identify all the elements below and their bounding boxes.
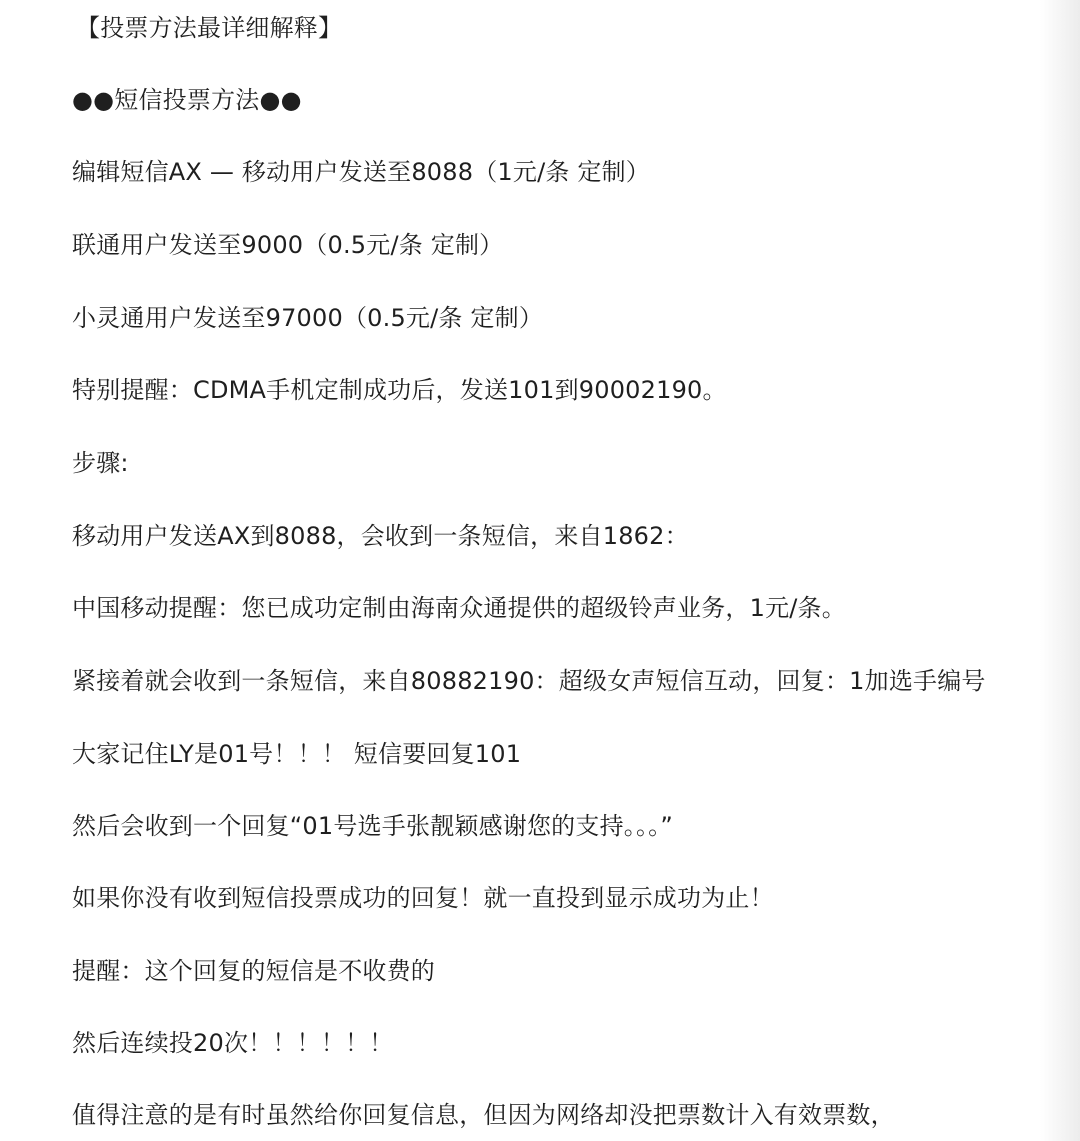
paragraph-mobile-users: 编辑短信AX — 移动用户发送至8088（1元/条 定制） — [72, 158, 650, 186]
page-edge-shadow — [1040, 0, 1080, 1141]
paragraph-phs-users: 小灵通用户发送至97000（0.5元/条 定制） — [72, 304, 544, 332]
section-title-sms-voting: ●●短信投票方法●● — [72, 86, 302, 114]
document-heading: 【投票方法最详细解释】 — [76, 14, 343, 42]
paragraph-free-reply: 提醒：这个回复的短信是不收费的 — [72, 957, 435, 985]
paragraph-second-sms: 紧接着就会收到一条短信，来自80882190：超级女声短信互动，回复：1加选手编号 — [72, 667, 986, 695]
paragraph-reply-received: 然后会收到一个回复“01号选手张靓颖感谢您的支持。。。” — [72, 812, 674, 840]
paragraph-remember-number: 大家记住LY是01号！！！ 短信要回复101 — [72, 740, 522, 768]
paragraph-china-mobile-notice: 中国移动提醒：您已成功定制由海南众通提供的超级铃声业务，1元/条。 — [72, 594, 846, 622]
paragraph-steps-label: 步骤: — [72, 449, 129, 477]
paragraph-unicom-users: 联通用户发送至9000（0.5元/条 定制） — [72, 231, 504, 259]
paragraph-note-network: 值得注意的是有时虽然给你回复信息，但因为网络却没把票数计入有效票数， — [72, 1101, 895, 1129]
paragraph-no-reply: 如果你没有收到短信投票成功的回复！就一直投到显示成功为止！ — [72, 884, 774, 912]
paragraph-step-send: 移动用户发送AX到8088，会收到一条短信，来自1862： — [72, 522, 689, 550]
paragraph-vote-20-times: 然后连续投20次！！！！！！ — [72, 1029, 394, 1057]
paragraph-cdma-reminder: 特别提醒：CDMA手机定制成功后，发送101到90002190。 — [72, 376, 727, 404]
